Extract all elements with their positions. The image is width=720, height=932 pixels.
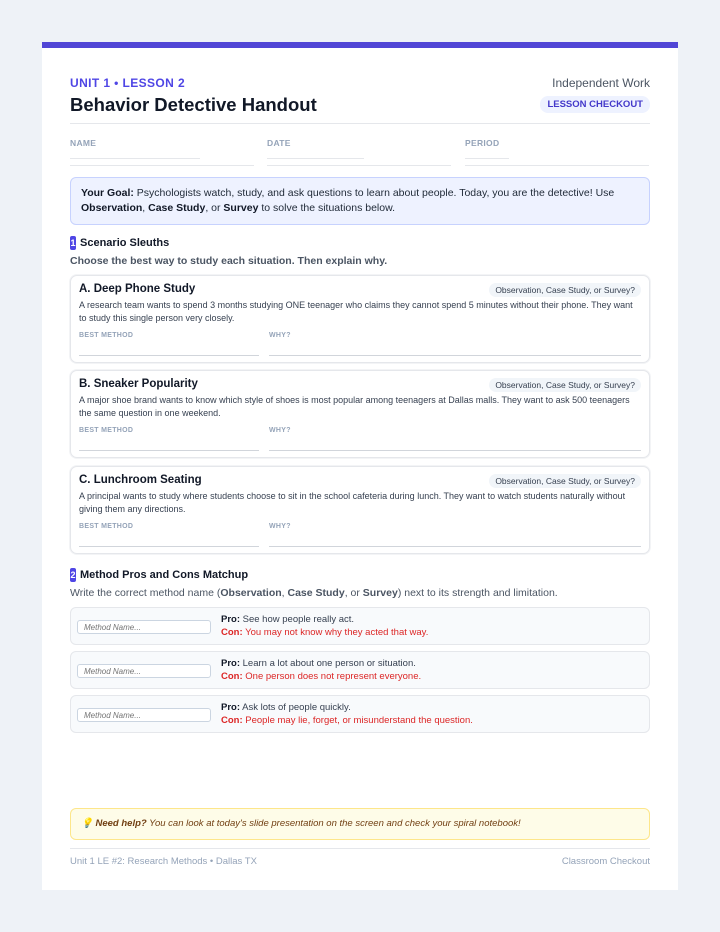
goal-method-survey: Survey [223, 202, 259, 214]
con-value: One person does not represent everyone. [242, 671, 422, 682]
con-text [221, 715, 473, 726]
pro-text [221, 702, 351, 713]
date-field[interactable] [267, 138, 451, 166]
pro-text [221, 658, 416, 669]
goal-method-observation: Observation [81, 202, 143, 214]
subtitle-text-end: ) next to its strength and limitation. [397, 587, 558, 599]
goal-text: Psychologists watch, study, and ask questions to learn about people. Today, you are the detective! Use [133, 187, 615, 199]
scenario-title: B. Sneaker Popularity [79, 378, 198, 390]
scenario-card-c [70, 466, 650, 554]
why-answer-line[interactable] [269, 450, 641, 451]
footer-divider [70, 848, 650, 849]
work-type-label: Independent Work [552, 76, 650, 90]
goal-box [70, 177, 650, 225]
footer-label: Classroom Checkout [561, 856, 650, 867]
subtitle-method-survey: Survey [362, 587, 398, 599]
goal-method-case-study: Case Study [148, 202, 206, 214]
subtitle-method-case-study: Case Study [287, 587, 345, 599]
scenario-description: A major shoe brand wants to know which style of shoes is most popular among teenagers at Dallas malls. They want to ask 500 teenagers the same question in one weekend. [79, 395, 630, 418]
scenario-description: A principal wants to study where students choose to sit in the school cafeteria during lunch. They want to watch students naturally without giving them any directions. [79, 491, 626, 514]
best-method-answer-line[interactable] [79, 546, 259, 547]
pro-value: Ask lots of people quickly. [240, 702, 351, 713]
section-title-scenario-sleuths: Scenario Sleuths [80, 237, 170, 249]
best-method-answer-line[interactable] [79, 355, 259, 356]
best-method-label: BEST METHOD [79, 427, 134, 434]
goal-text-end: to solve the situations below. [258, 202, 396, 214]
pro-label: Pro: [221, 658, 240, 669]
subtitle-method-observation: Observation [220, 587, 282, 599]
method-name-input[interactable] [77, 664, 211, 678]
scenario-description: A research team wants to spend 3 months studying ONE teenager who claims they cannot spend 5 minutes without their phone. They want to study this single person very closely. [79, 300, 633, 323]
help-lead: Need help? [95, 818, 147, 829]
pro-value: See how people really act. [240, 614, 355, 625]
best-method-label: BEST METHOD [79, 523, 134, 530]
page-title: Behavior Detective Handout [70, 94, 317, 115]
best-method-label: BEST METHOD [79, 332, 134, 339]
method-name-input[interactable] [77, 708, 211, 722]
goal-separator: , or [205, 202, 224, 214]
goal-separator: , [142, 202, 149, 214]
matchup-row [70, 607, 650, 645]
con-text [221, 627, 428, 638]
pro-label: Pro: [221, 702, 240, 713]
scenario-card-b [70, 370, 650, 458]
scenario-title: A. Deep Phone Study [79, 283, 196, 295]
date-line [267, 158, 364, 159]
subtitle-separator: , or [344, 587, 363, 599]
why-answer-line[interactable] [269, 546, 641, 547]
matchup-row [70, 695, 650, 733]
pro-label: Pro: [221, 614, 240, 625]
why-answer-line[interactable] [269, 355, 641, 356]
period-label: PERIOD [465, 138, 500, 148]
goal-lead: Your Goal: [81, 187, 134, 199]
period-line [465, 158, 509, 159]
method-name-input[interactable] [77, 620, 211, 634]
period-field[interactable] [465, 138, 649, 166]
lesson-checkout-badge: LESSON CHECKOUT [540, 96, 650, 113]
section-title-pros-cons: Method Pros and Cons Matchup [80, 569, 249, 581]
pro-value: Learn a lot about one person or situation. [240, 658, 416, 669]
section-number-1: 1 [70, 238, 76, 248]
con-label: Con: [221, 715, 243, 726]
method-hint-chip: Observation, Case Study, or Survey? [489, 378, 641, 392]
scenario-card-a [70, 275, 650, 363]
best-method-answer-line[interactable] [79, 450, 259, 451]
why-label: WHY? [269, 427, 291, 434]
handout-page [42, 42, 678, 890]
section-subtitle-1: Choose the best way to study each situation. Then explain why. [70, 255, 388, 267]
help-box [70, 808, 650, 840]
con-text [221, 671, 421, 682]
header-divider [70, 123, 650, 124]
section-number-2: 2 [70, 570, 76, 580]
matchup-row [70, 651, 650, 689]
con-label: Con: [221, 627, 243, 638]
subtitle-text: Write the correct method name ( [70, 587, 221, 599]
scenario-title: C. Lunchroom Seating [79, 474, 202, 486]
name-line [70, 158, 200, 159]
method-hint-chip: Observation, Case Study, or Survey? [489, 474, 641, 488]
lightbulb-icon: 💡 [81, 818, 93, 829]
why-label: WHY? [269, 332, 291, 339]
date-label: DATE [267, 138, 291, 148]
con-value: You may not know why they acted that way. [242, 627, 429, 638]
subtitle-separator: , [281, 587, 288, 599]
footer-course-info: Unit 1 LE #2: Research Methods • Dallas TX [70, 856, 257, 867]
section-subtitle-2 [70, 587, 558, 599]
con-value: People may lie, forget, or misunderstand the question. [242, 715, 473, 726]
name-field[interactable] [70, 138, 254, 166]
method-hint-chip: Observation, Case Study, or Survey? [489, 283, 641, 297]
pro-text [221, 614, 354, 625]
name-label: NAME [70, 138, 97, 148]
unit-label: UNIT 1 • LESSON 2 [70, 76, 186, 90]
why-label: WHY? [269, 523, 291, 530]
help-text: You can look at today's slide presentation on the screen and check your spiral notebook! [146, 818, 521, 829]
con-label: Con: [221, 671, 243, 682]
